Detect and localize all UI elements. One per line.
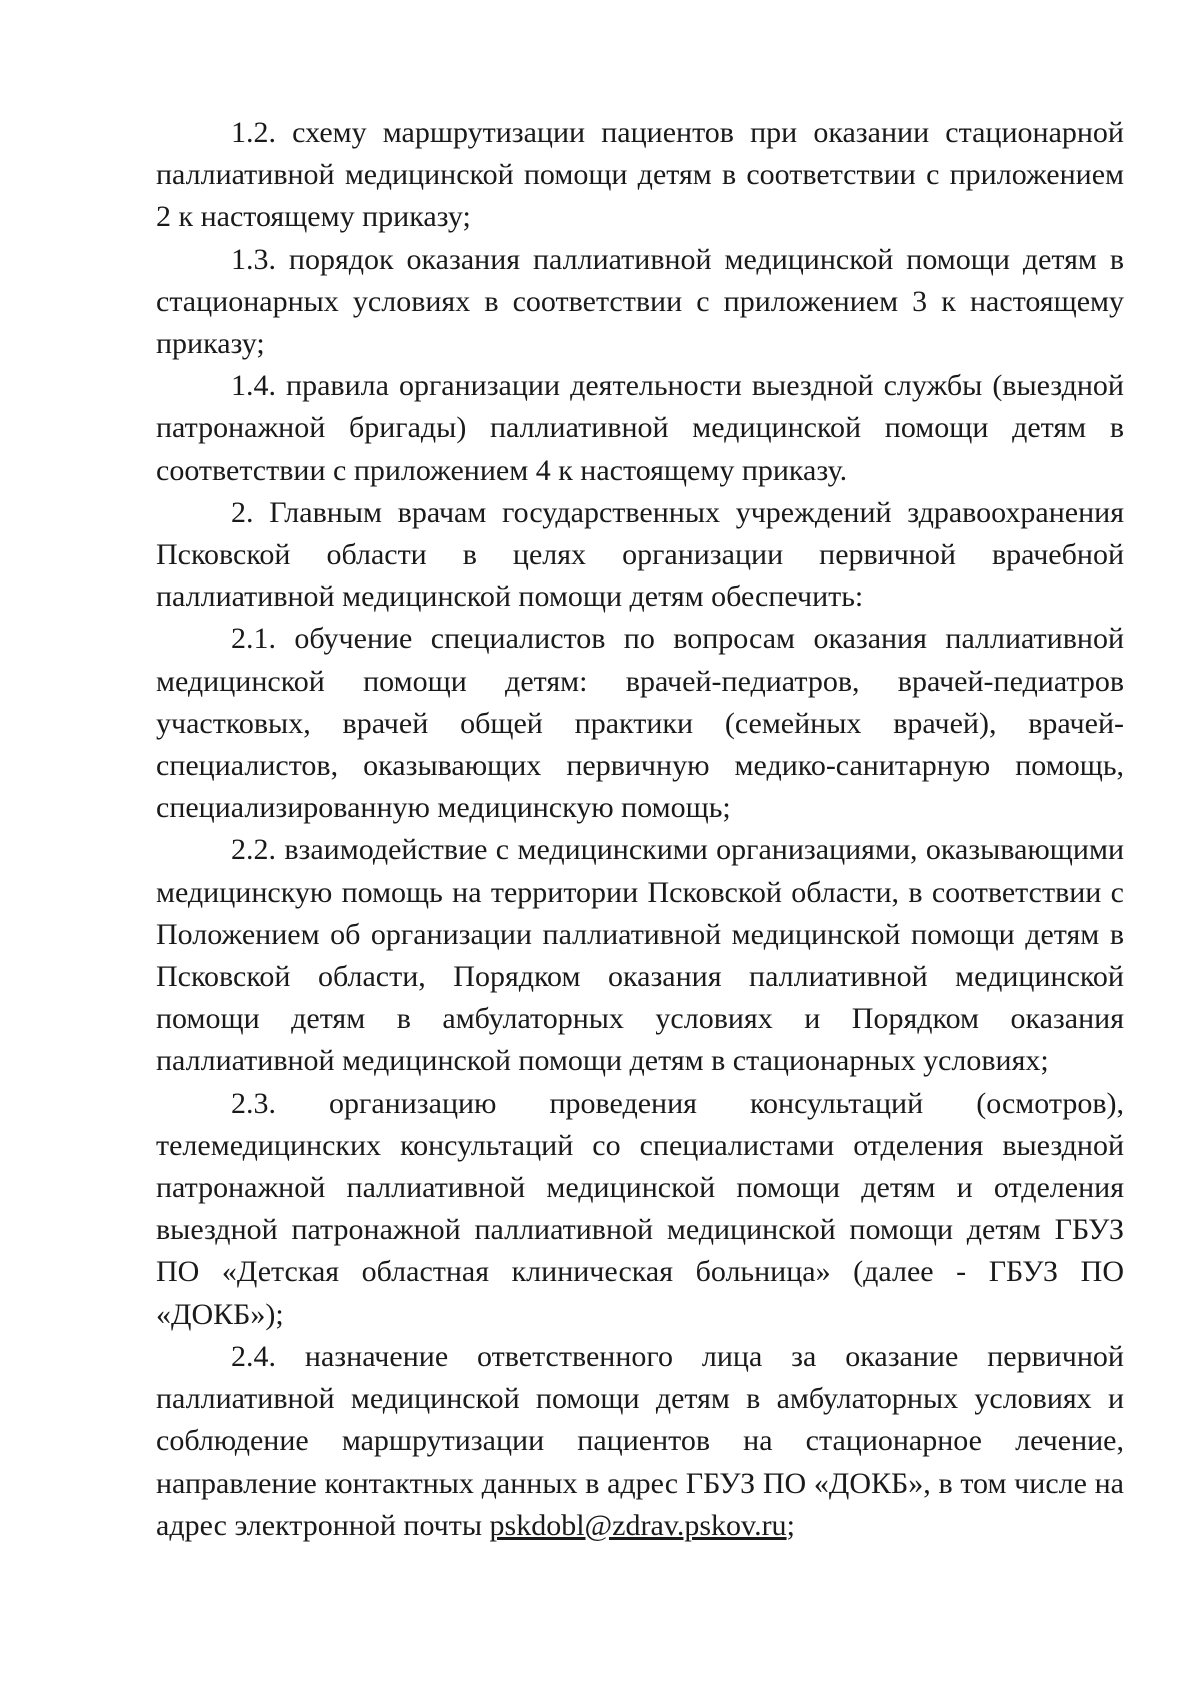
paragraph-2: 2. Главным врачам государственных учреждений здравоохранения Псковской области в целях организации первичной врачебной паллиативной медицинской помощи детям обеспечить:: [156, 495, 1124, 614]
paragraph-1-3: 1.3. порядок оказания паллиативной медицинской помощи детям в стационарных условиях в соответствии с приложением 3 к настоящему приказу;: [156, 242, 1124, 361]
document-body: [156, 112, 1124, 1547]
paragraph-2-2: 2.2. взаимодействие с медицинскими организациями, оказывающими медицинскую помощь на территории Псковской области, в соответствии с Положением об организации паллиативной медицинской помощи детям в Псковской области, Порядком оказания паллиативной медицинской помощи детям в амбулаторных условиях и Порядком оказания паллиативной медицинской помощи детям в стационарных условиях;: [156, 833, 1124, 1078]
paragraph-2-4-end: ;: [786, 1508, 795, 1542]
paragraph-2-3: 2.3. организацию проведения консультаций (осмотров), телемедицинских консультаций со специалистами отделения выездной патронажной паллиативной медицинской помощи детям и отделения выездной патронажной паллиативной медицинской помощи детям ГБУЗ ПО «Детская областная клиническая больница» (далее - ГБУЗ ПО «ДОКБ»);: [156, 1086, 1124, 1331]
paragraph-2-1: 2.1. обучение специалистов по вопросам оказания паллиативной медицинской помощи детям: врачей-педиатров, врачей-педиатров участковых, врачей общей практики (семейных врачей), врачей-специалистов, оказывающих первичную медико-санитарную помощь, специализированную медицинскую помощь;: [156, 622, 1124, 825]
paragraph-2-4: [156, 1336, 1124, 1547]
paragraph-1-4: 1.4. правила организации деятельности выездной службы (выездной патронажной бригады) паллиативной медицинской помощи детям в соответствии с приложением 4 к настоящему приказу.: [156, 369, 1124, 487]
paragraph-2-4-text: 2.4. назначение ответственного лица за оказание первичной паллиативной медицинской помощи детям в амбулаторных условиях и соблюдение маршрутизации пациентов на стационарное лечение, направление контактных данных в адрес ГБУЗ ПО «ДОКБ», в том числе на адрес электронной почты: [156, 1339, 1124, 1542]
email-link[interactable]: pskdobl@zdrav.pskov.ru: [489, 1508, 787, 1542]
paragraph-1-2: 1.2. схему маршрутизации пациентов при оказании стационарной паллиативной медицинской помощи детям в соответствии с приложением 2 к настоящему приказу;: [156, 116, 1124, 234]
